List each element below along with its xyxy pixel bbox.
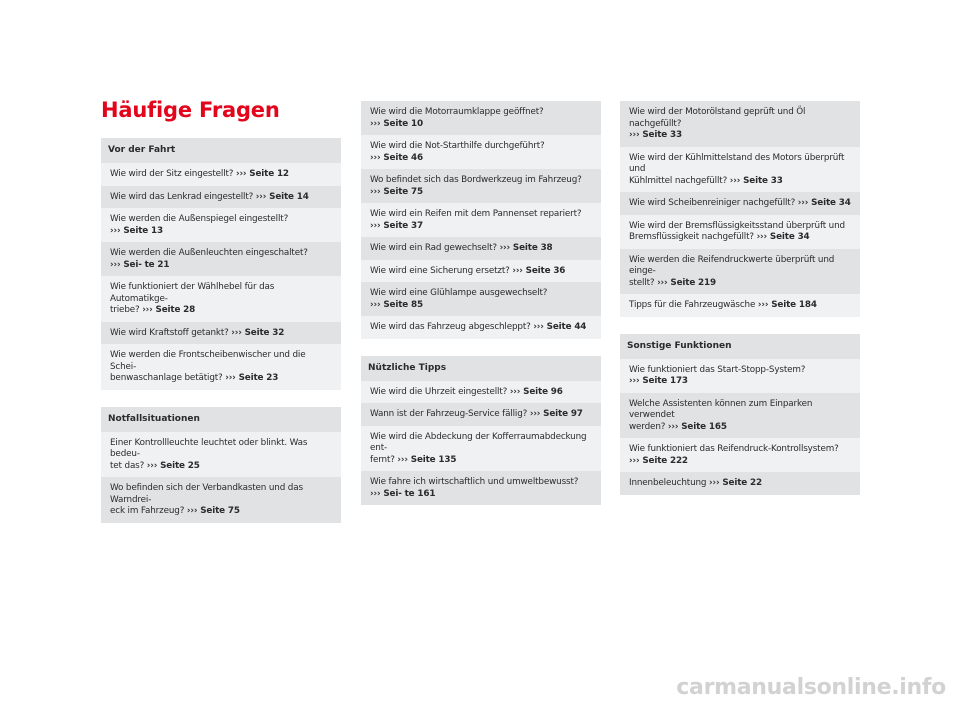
page-reference-link[interactable]: ››› Seite 37 bbox=[370, 220, 423, 231]
faq-question: Wie wird der Motorölstand geprüft und Öl nachgefüllt? bbox=[629, 107, 806, 129]
faq-question: Wie wird ein Rad gewechselt? bbox=[370, 243, 500, 253]
faq-question: Wie wird der Sitz eingestellt? bbox=[110, 169, 236, 179]
page-reference-link[interactable]: ››› Seite 85 bbox=[370, 299, 423, 310]
page-reference-link[interactable]: ››› Seite 28 bbox=[142, 305, 196, 315]
faq-item[interactable] bbox=[620, 359, 860, 393]
faq-question: Wie funktioniert der Wählhebel für das Automatikge- triebe? bbox=[110, 282, 275, 315]
watermark: carmanualsonline.info bbox=[676, 675, 946, 700]
faq-item[interactable] bbox=[361, 169, 601, 203]
section-heading: Notfallsituationen bbox=[101, 407, 341, 432]
section-heading: Nützliche Tipps bbox=[361, 356, 601, 381]
faq-question: Wie werden die Frontscheibenwischer und die Schei- benwaschanlage betätigt? bbox=[110, 350, 306, 383]
page-reference-link[interactable]: ››› Seite 135 bbox=[397, 454, 457, 465]
page-reference-link[interactable]: ››› Seite 38 bbox=[499, 243, 553, 253]
faq-question: Wie wird die Uhrzeit eingestellt? bbox=[370, 386, 510, 397]
faq-item[interactable] bbox=[101, 477, 341, 523]
column-3 bbox=[620, 101, 860, 495]
column-2 bbox=[361, 101, 601, 505]
page-reference-link[interactable]: ››› Seite 25 bbox=[146, 460, 200, 471]
faq-question: Wie wird das Fahrzeug abgeschleppt? bbox=[370, 322, 534, 332]
page-reference-link[interactable]: ››› Seite 75 bbox=[370, 186, 423, 197]
faq-question: Wie wird die Not-Starthilfe durchgeführt? bbox=[370, 141, 545, 151]
faq-item[interactable] bbox=[361, 237, 601, 260]
faq-question: Wie wird der Kühlmittelstand des Motors überprüft und Kühlmittel nachgefüllt? bbox=[629, 152, 845, 186]
faq-question: Innenbeleuchtung bbox=[629, 478, 710, 488]
page-reference-link[interactable]: ››› Seite 75 bbox=[186, 506, 240, 516]
faq-question: Wie fahre ich wirtschaftlich und umweltbewusst? bbox=[370, 477, 579, 487]
faq-question: Wie wird Scheibenreiniger nachgefüllt? bbox=[629, 198, 798, 208]
faq-item[interactable] bbox=[101, 163, 341, 186]
page-reference-link[interactable]: ››› Sei- te 161 bbox=[370, 488, 436, 499]
faq-item[interactable] bbox=[101, 432, 341, 478]
faq-item[interactable] bbox=[620, 472, 860, 495]
faq-question: Wie werden die Reifendruckwerte überprüft und einge- stellt? bbox=[629, 254, 835, 288]
faq-question: Tipps für die Fahrzeugwäsche bbox=[629, 300, 758, 310]
faq-item[interactable] bbox=[361, 101, 601, 135]
faq-item[interactable] bbox=[361, 426, 601, 472]
faq-question: Wie funktioniert das Reifendruck-Kontrollsystem? bbox=[629, 444, 839, 454]
faq-item[interactable] bbox=[361, 135, 601, 169]
faq-item[interactable] bbox=[361, 282, 601, 316]
page-reference-link[interactable]: ››› Seite 46 bbox=[370, 152, 423, 163]
page-title: Häufige Fragen bbox=[101, 98, 280, 122]
faq-item[interactable] bbox=[101, 344, 341, 390]
page-reference-link[interactable]: ››› Seite 173 bbox=[629, 376, 688, 386]
page-reference-link[interactable]: ››› Seite 23 bbox=[225, 373, 279, 383]
page-reference-link[interactable]: ››› Seite 32 bbox=[231, 327, 285, 338]
section-gap bbox=[620, 317, 860, 334]
faq-question: Wo befinden sich der Verbandkasten und das Warndrei- eck im Fahrzeug? bbox=[110, 483, 303, 516]
page-reference-link[interactable]: ››› Seite 34 bbox=[797, 198, 851, 208]
faq-question: Wie wird die Motorraumklappe geöffnet? bbox=[370, 107, 544, 117]
page-reference-link[interactable]: ››› Seite 13 bbox=[110, 225, 163, 236]
section-heading: Sonstige Funktionen bbox=[620, 334, 860, 359]
page-reference-link[interactable]: ››› Seite 44 bbox=[533, 322, 587, 332]
faq-item[interactable] bbox=[101, 276, 341, 322]
section-heading: Vor der Fahrt bbox=[101, 138, 341, 163]
faq-item[interactable] bbox=[361, 316, 601, 339]
faq-question: Wie wird die Abdeckung der Kofferraumabdeckung ent- fernt? bbox=[370, 431, 587, 465]
page-reference-link[interactable]: ››› Seite 36 bbox=[512, 265, 566, 276]
faq-item[interactable] bbox=[101, 242, 341, 276]
page-reference-link[interactable]: ››› Seite 22 bbox=[709, 478, 762, 488]
faq-question: Wie wird Kraftstoff getankt? bbox=[110, 327, 232, 338]
faq-item[interactable] bbox=[101, 322, 341, 345]
faq-item[interactable] bbox=[101, 208, 341, 242]
page-reference-link[interactable]: ››› Seite 184 bbox=[757, 300, 817, 310]
page-reference-link[interactable]: ››› Seite 34 bbox=[756, 232, 810, 242]
faq-item[interactable] bbox=[101, 186, 341, 209]
faq-item[interactable] bbox=[361, 471, 601, 505]
faq-item[interactable] bbox=[620, 101, 860, 147]
page-reference-link[interactable]: ››› Seite 33 bbox=[729, 175, 783, 186]
page-reference-link[interactable]: ››› Sei- te 21 bbox=[110, 259, 170, 270]
faq-item[interactable] bbox=[361, 403, 601, 426]
section-gap bbox=[101, 390, 341, 407]
page-reference-link[interactable]: ››› Seite 10 bbox=[370, 118, 423, 129]
page-reference-link[interactable]: ››› Seite 219 bbox=[657, 277, 716, 288]
faq-item[interactable] bbox=[620, 192, 860, 215]
faq-question: Wie wird das Lenkrad eingestellt? bbox=[110, 191, 256, 202]
faq-question: Welche Assistenten können zum Einparken verwendet werden? bbox=[629, 398, 813, 432]
page-reference-link[interactable]: ››› Seite 14 bbox=[255, 191, 309, 202]
faq-item[interactable] bbox=[620, 249, 860, 295]
column-1 bbox=[101, 96, 341, 523]
page-reference-link[interactable]: ››› Seite 222 bbox=[629, 455, 688, 466]
faq-item[interactable] bbox=[361, 203, 601, 237]
faq-item[interactable] bbox=[361, 260, 601, 283]
faq-question: Wie funktioniert das Start-Stopp-System? bbox=[629, 364, 806, 375]
faq-question: Wie werden die Außenspiegel eingestellt? bbox=[110, 214, 289, 224]
faq-item[interactable] bbox=[620, 393, 860, 439]
page-reference-link[interactable]: ››› Seite 12 bbox=[235, 169, 289, 179]
faq-question: Wie werden die Außenleuchten eingeschaltet? bbox=[110, 248, 308, 258]
faq-item[interactable] bbox=[620, 438, 860, 472]
page-reference-link[interactable]: ››› Seite 165 bbox=[667, 421, 727, 432]
page-reference-link[interactable]: ››› Seite 97 bbox=[529, 409, 583, 419]
faq-question: Wo befindet sich das Bordwerkzeug im Fahrzeug? bbox=[370, 175, 582, 185]
page-reference-link[interactable]: ››› Seite 96 bbox=[509, 386, 563, 397]
page-reference-link[interactable]: ››› Seite 33 bbox=[629, 130, 682, 140]
faq-item[interactable] bbox=[620, 215, 860, 249]
faq-item[interactable] bbox=[620, 294, 860, 317]
faq-item[interactable] bbox=[620, 147, 860, 193]
section-gap bbox=[361, 339, 601, 356]
faq-question: Wann ist der Fahrzeug-Service fällig? bbox=[370, 409, 530, 419]
faq-question: Wie wird eine Sicherung ersetzt? bbox=[370, 265, 513, 276]
faq-question: Wie wird eine Glühlampe ausgewechselt? bbox=[370, 288, 548, 298]
faq-question: Wie wird der Bremsflüssigkeitsstand überprüft und Bremsflüssigkeit nachgefüllt? bbox=[629, 220, 845, 242]
faq-question: Wie wird ein Reifen mit dem Pannenset repariert? bbox=[370, 209, 582, 219]
faq-item[interactable] bbox=[361, 381, 601, 404]
faq-question: Einer Kontrollleuchte leuchtet oder blinkt. Was bedeu- tet das? bbox=[110, 437, 308, 471]
